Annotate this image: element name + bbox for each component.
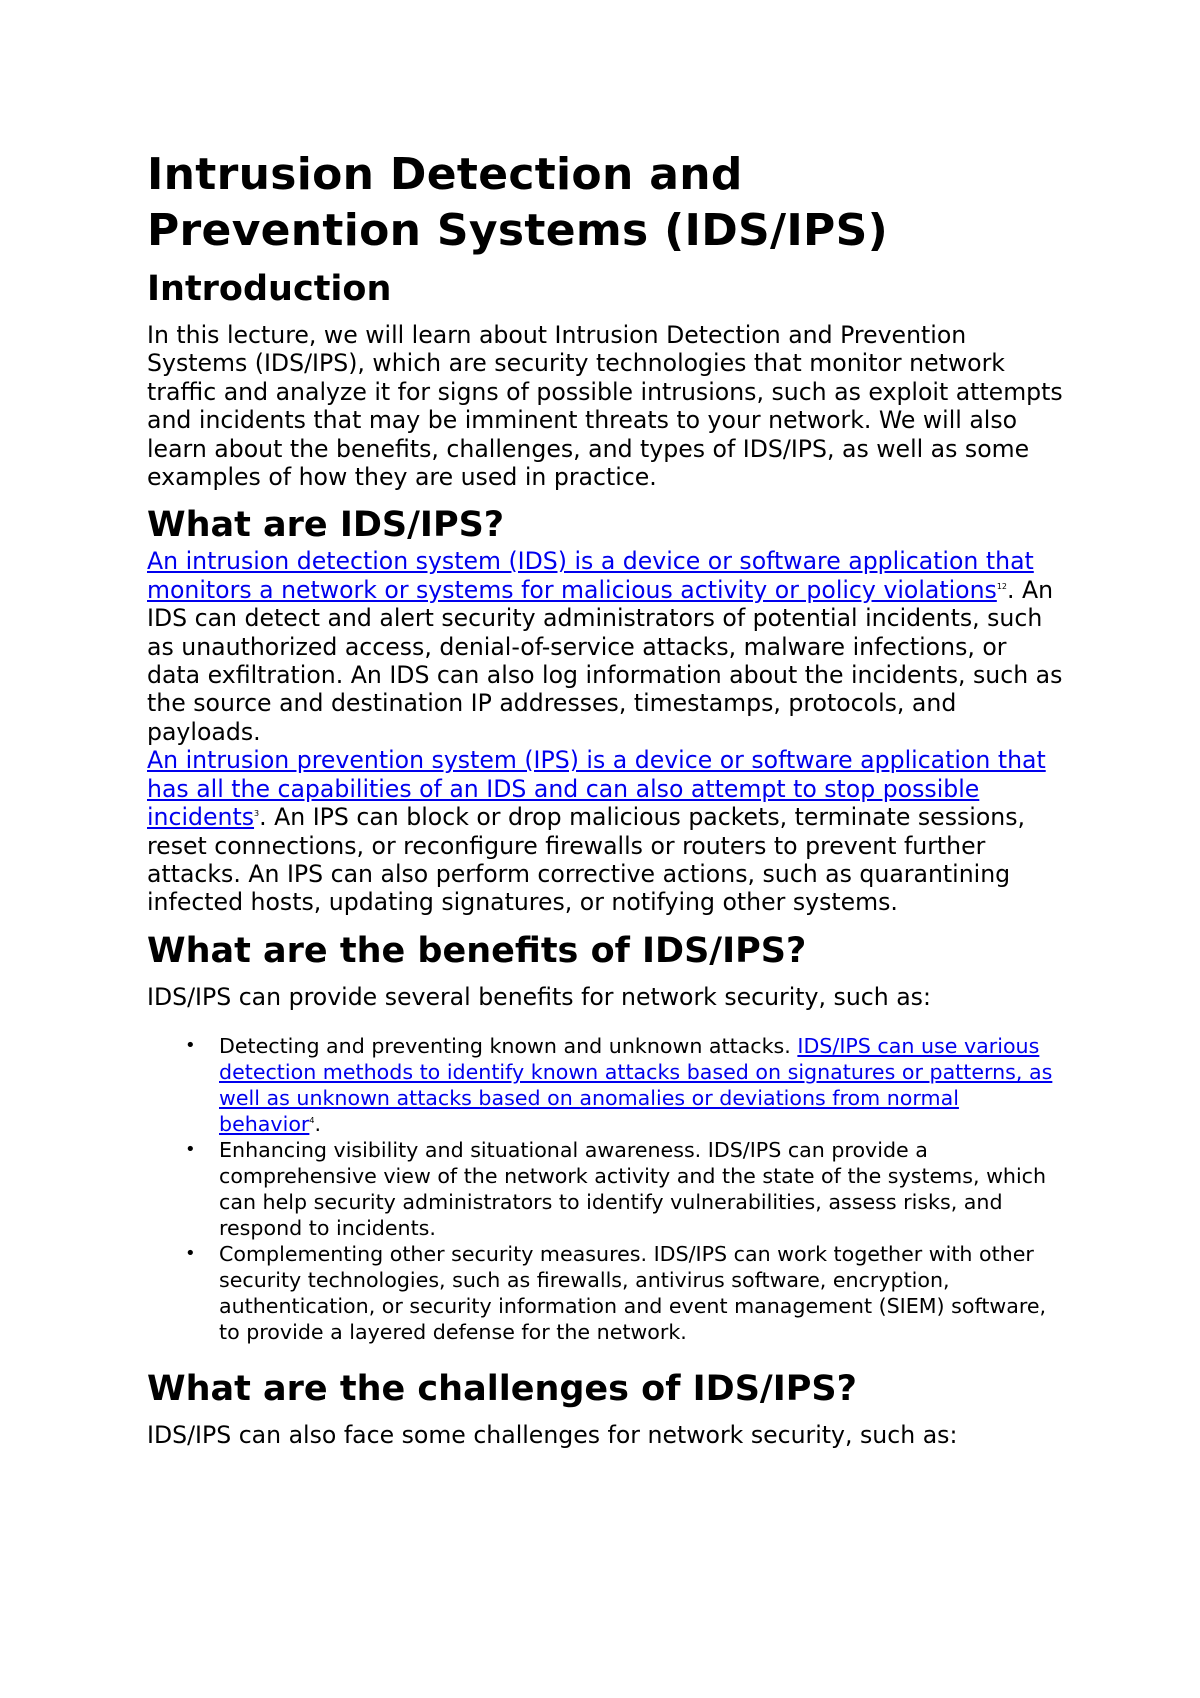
- benefits-list: [147, 1033, 1067, 1345]
- challenges-intro: IDS/IPS can also face some challenges for network security, such as:: [147, 1421, 958, 1450]
- bullet-icon: •: [185, 1035, 196, 1057]
- introduction-paragraph: In this lecture, we will learn about Intrusion Detection and Prevention Systems (IDS/IPS), which are security technologies that monitor network traffic and analyze it for signs of possible intrusions, such as exploit attempts and incidents that may be imminent threats to your network. We will also learn about the benefits, challenges, and types of IDS/IPS, as well as some examples of how they are used in practice.: [147, 321, 1063, 492]
- ids-description: . An IDS can detect and alert security administrators of potential incidents, such as unauthorized access, denial-of-service attacks, malware infections, or data exfiltration. An IDS can also log information about the incidents, such as the source and destination IP addresses, timestamps, protocols, and payloads.: [147, 575, 1063, 746]
- benefit-1-reference: 4: [309, 1116, 315, 1126]
- benefit-3-text: Complementing other security measures. IDS/IPS can work together with other security technologies, such as firewalls, antivirus software, encryption, authentication, or security information and event management (SIEM) software, to provide a layered defense for the network.: [219, 1242, 1047, 1345]
- ids-paragraph: [147, 547, 1067, 746]
- title-line-2: Prevention Systems (IDS/IPS): [147, 205, 888, 256]
- bullet-icon: •: [185, 1243, 196, 1265]
- heading-what-are-ids-ips: What are IDS/IPS?: [147, 505, 505, 546]
- heading-introduction: Introduction: [147, 269, 392, 309]
- ips-reference: 3: [254, 809, 260, 819]
- list-item: [147, 1033, 1067, 1137]
- ids-reference: 12: [996, 581, 1008, 591]
- heading-benefits: What are the benefits of IDS/IPS?: [147, 930, 807, 971]
- ips-definition-link[interactable]: An intrusion prevention system (IPS) is a device or software application that has all the capabilities of an IDS and can also attempt to stop possible incidents: [147, 746, 1046, 832]
- page-title: [147, 147, 1067, 259]
- benefits-intro: IDS/IPS can provide several benefits for network security, such as:: [147, 982, 931, 1011]
- benefit-1-text: Detecting and preventing known and unknown attacks.: [219, 1034, 798, 1059]
- ips-paragraph: [147, 746, 1067, 916]
- heading-challenges: What are the challenges of IDS/IPS?: [147, 1369, 857, 1410]
- benefit-2-text: Enhancing visibility and situational awareness. IDS/IPS can provide a comprehensive view of the network activity and the state of the systems, which can help security administrators to identify vulnerabilities, assess risks, and respond to incidents.: [219, 1138, 1047, 1241]
- bullet-icon: •: [185, 1139, 196, 1161]
- benefit-1-link[interactable]: IDS/IPS can use various detection methods to identify known attacks based on signatures or patterns, as well as unknown attacks based on anomalies or deviations from normal behavior: [219, 1034, 1053, 1137]
- ids-definition-link[interactable]: An intrusion detection system (IDS) is a device or software application that monitors a network or systems for malicious activity or policy violations: [147, 547, 1034, 604]
- list-item: [147, 1241, 1067, 1345]
- title-line-1: Intrusion Detection and: [147, 149, 743, 200]
- ips-description: . An IPS can block or drop malicious packets, terminate sessions, reset connections, or reconfigure firewalls or routers to prevent further attacks. An IPS can also perform corrective actions, such as quarantining infected hosts, updating signatures, or notifying other systems.: [147, 803, 1026, 917]
- list-item: [147, 1137, 1067, 1241]
- document-body: [147, 147, 1067, 1450]
- benefit-1-end: .: [314, 1112, 322, 1137]
